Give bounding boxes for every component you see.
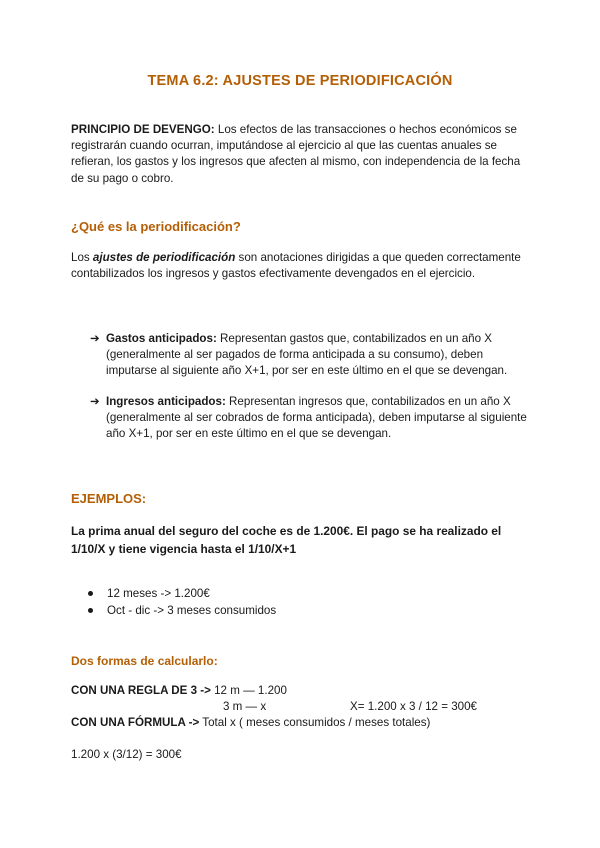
bullet-text: 12 meses -> 1.200€ — [107, 587, 210, 600]
principio-paragraph — [71, 122, 527, 187]
que-es-emph: ajustes de periodificación — [92, 251, 236, 264]
que-es-heading: ¿Qué es la periodificación? — [71, 219, 241, 234]
que-es-post: son anotaciones dirigidas a que queden correctamente contabilizados los ingresos y gastos efectivamente devengados en el ejercicio. — [71, 251, 521, 281]
calculo-heading: Dos formas de calcularlo: — [71, 654, 218, 668]
list-item — [88, 587, 210, 600]
ingresos-anticipados-item — [90, 394, 530, 443]
list-item — [88, 604, 276, 617]
page-title: TEMA 6.2: AJUSTES DE PERIODIFICACIÓN — [147, 73, 453, 89]
regla-result: X= 1.200 x 3 / 12 = 300€ — [350, 700, 477, 713]
principio-text: Los efectos de las transacciones o hechos económicos se registrarán cuando ocurran, imputándose al ejercicio al que las cuentas anuales se refieran, los gastos y los ingresos que afecten al mismo, con independencia de la fecha de su pago o cobro. — [71, 123, 521, 185]
ingresos-anticipados-text: Representan ingresos que, contabilizados en un año X (generalmente al ser cobrados de forma anticipada), deben imputarse al siguiente año X+1, por ser en este último en el que se devengan. — [106, 395, 527, 441]
arrow-right-icon: ➔ — [90, 332, 100, 345]
ejemplos-heading: EJEMPLOS: — [71, 491, 147, 506]
que-es-pre: Los — [71, 251, 93, 264]
formula-text: Total x ( meses consumidos / meses totales) — [199, 716, 431, 729]
principio-label: PRINCIPIO DE DEVENGO: — [71, 123, 215, 136]
que-es-paragraph — [71, 250, 527, 282]
gastos-anticipados-item — [90, 331, 530, 380]
bullet-icon — [88, 591, 93, 596]
ejemplo-statement: La prima anual del seguro del coche es de 1.200€. El pago se ha realizado el 1/10/X y tiene vigencia hasta el 1/10/X+1 — [71, 524, 502, 556]
regla-line — [71, 684, 287, 697]
formula-line — [71, 716, 430, 729]
regla-line2: 3 m — x — [223, 700, 267, 713]
bullet-text: Oct - dic -> 3 meses consumidos — [107, 604, 277, 617]
gastos-anticipados-text: Representan gastos que, contabilizados en un año X (generalmente al ser pagados de forma anticipada a su consumo), deben imputarse al siguiente año X+1, por ser en este último en el que se devengan. — [106, 332, 508, 378]
formula-label: CON UNA FÓRMULA -> — [71, 716, 200, 729]
final-result: 1.200 x (3/12) = 300€ — [71, 748, 182, 761]
regla-line1: 12 m — 1.200 — [210, 684, 287, 697]
arrow-right-icon: ➔ — [90, 395, 100, 408]
gastos-anticipados-label: Gastos anticipados: — [106, 332, 217, 345]
ingresos-anticipados-label: Ingresos anticipados: — [106, 395, 226, 408]
bullet-icon — [88, 608, 93, 613]
regla-label: CON UNA REGLA DE 3 -> — [71, 684, 211, 697]
